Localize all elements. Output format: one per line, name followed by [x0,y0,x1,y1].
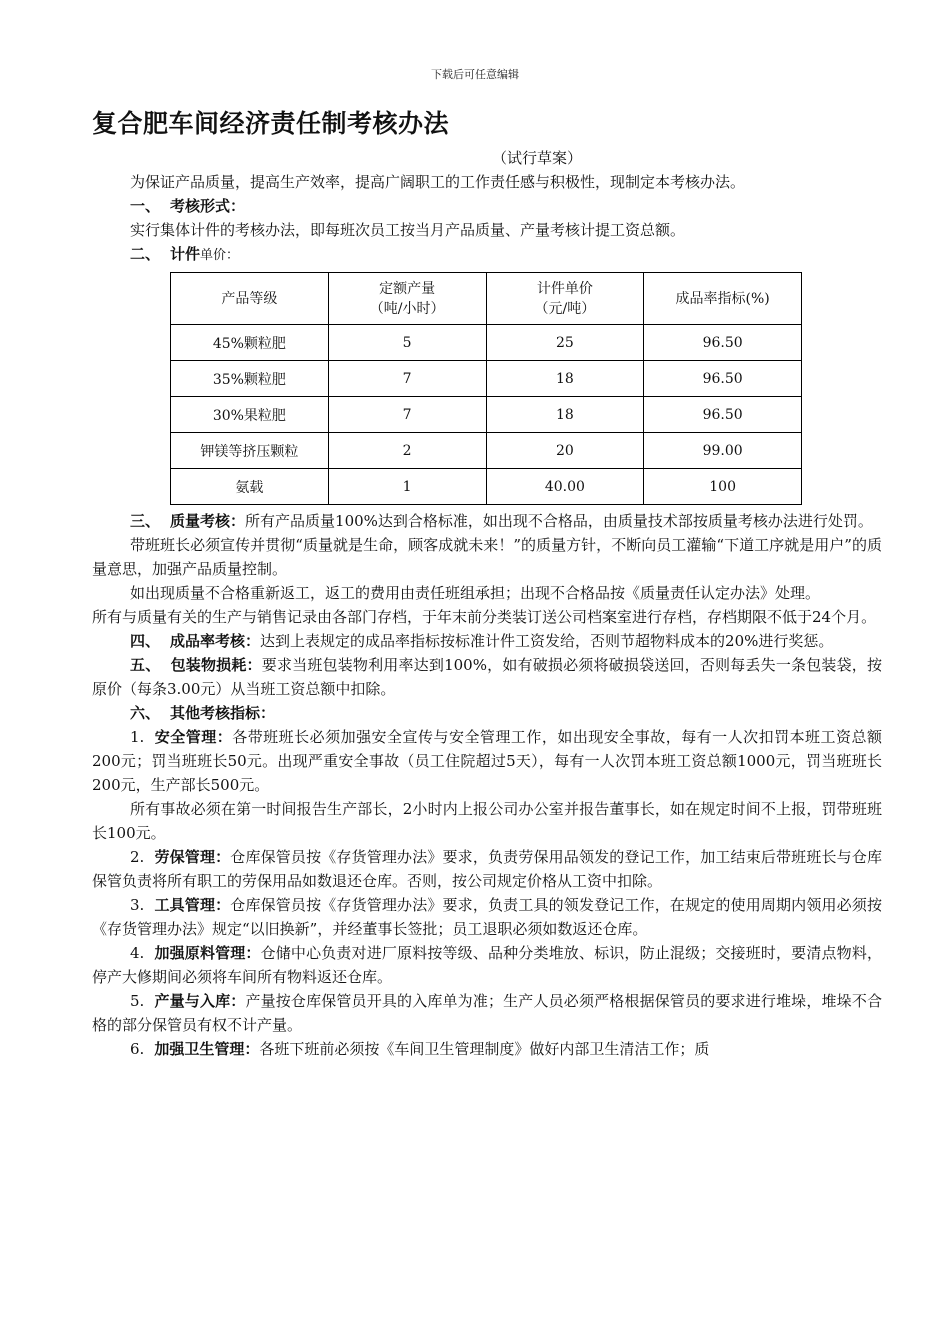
list-item: 2. 劳保管理：仓库保管员按《存货管理办法》要求，负责劳保用品领发的登记工作，加工结束后带班班长与仓库保管负责将所有职工的劳保用品如数退还仓库。否则，按公司规定价格从工资中扣除。 [92,848,882,890]
list-item: 5. 产量与入库：产量按仓库保管员开具的入库单为准；生产人员必须严格根据保管员的要求进行堆垛，堆垛不合格的部分保管员有权不计产量。 [92,992,882,1034]
piece-rate-table [170,272,802,505]
section-1-heading: 一、 考核形式： [130,197,246,215]
section-6-heading: 六、 其他考核指标： [130,704,276,722]
table-row: 35%颗粒肥 7 18 96.50 [171,361,802,397]
section-3-p4: 所有与质量有关的生产与销售记录由各部门存档，于年末前分类装订送公司档案室进行存档，存档期限不低于24个月。 [92,608,877,626]
list-item: 6. 加强卫生管理：各班下班前必须按《车间卫生管理制度》做好内部卫生清洁工作；质 [130,1040,710,1058]
header-note: 下载后可任意编辑 [431,68,519,81]
section-5-paragraph: 五、 包装物损耗：要求当班包装物利用率达到100%，如有破损必须将破损袋送回，否则每丢失一条包装袋，按原价（每条3.00元）从当班工资总额中扣除。 [92,656,882,698]
table-row: 钾镁等挤压颗粒 2 20 99.00 [171,433,802,469]
table-header-cell: 定额产量 （吨/小时） [328,273,486,325]
table-row: 氨载 1 40.00 100 [171,469,802,505]
list-item: 4. 加强原料管理：仓储中心负责对进厂原料按等级、品种分类堆放、标识，防止混级；交接班时，要清点物料，停产大修期间必须将车间所有物料返还仓库。 [92,944,882,986]
section-1-body: 实行集体计件的考核办法，即每班次员工按当月产品质量、产量考核计提工资总额。 [130,221,686,239]
section-3-p2: 带班班长必须宣传并贯彻“质量就是生命，顾客成就未来！”的质量方针，不断向员工灌输“下道工序就是用户”的质量意思，加强产品质量控制。 [92,536,882,578]
document-subtitle: （试行草案） [491,149,582,167]
table-header-cell: 计件单价 （元/吨） [486,273,644,325]
list-item: 所有事故必须在第一时间报告生产部长，2小时内上报公司办公室并报告董事长，如在规定时间不上报，罚带班班长100元。 [92,800,882,842]
list-item: 1. 安全管理：各带班班长必须加强安全宣传与安全管理工作，如出现安全事故，每有一人次扣罚本班工资总额200元；罚当班班长50元。出现严重安全事故（员工住院超过5天），每有一人次罚本班工资总额1000元，罚当班班长200元，生产部长500元。 [92,728,882,794]
document-page [92,108,882,1061]
document-title: 复合肥车间经济责任制考核办法 [92,109,450,138]
table-header-cell: 产品等级 [171,273,329,325]
section-3-p3: 如出现质量不合格重新返工，返工的费用由责任班组承担；出现不合格品按《质量责任认定办法》处理。 [130,584,821,602]
table-row: 30%果粒肥 7 18 96.50 [171,397,802,433]
table-header-cell: 成品率指标(%) [644,273,802,325]
section-3-paragraph: 三、 质量考核：所有产品质量100%达到合格标准，如出现不合格品，由质量技术部按质量考核办法进行处罚。 [130,512,873,530]
table-row: 45%颗粒肥 5 25 96.50 [171,325,802,361]
section-4-paragraph: 四、 成品率考核：达到上表规定的成品率指标按标准计件工资发给，否则节超物料成本的20%进行奖惩。 [130,632,834,650]
table-header-row [171,273,802,325]
intro-paragraph: 为保证产品质量，提高生产效率，提高广阔职工的工作责任感与积极性，现制定本考核办法。 [130,173,746,191]
section-2-heading: 二、 计件单价： [130,245,240,263]
list-item: 3. 工具管理：仓库保管员按《存货管理办法》要求，负责工具的领发登记工作，在规定的使用周期内领用必须按《存货管理办法》规定“以旧换新”，并经董事长签批；员工退职必须如数返还仓库。 [92,896,882,938]
